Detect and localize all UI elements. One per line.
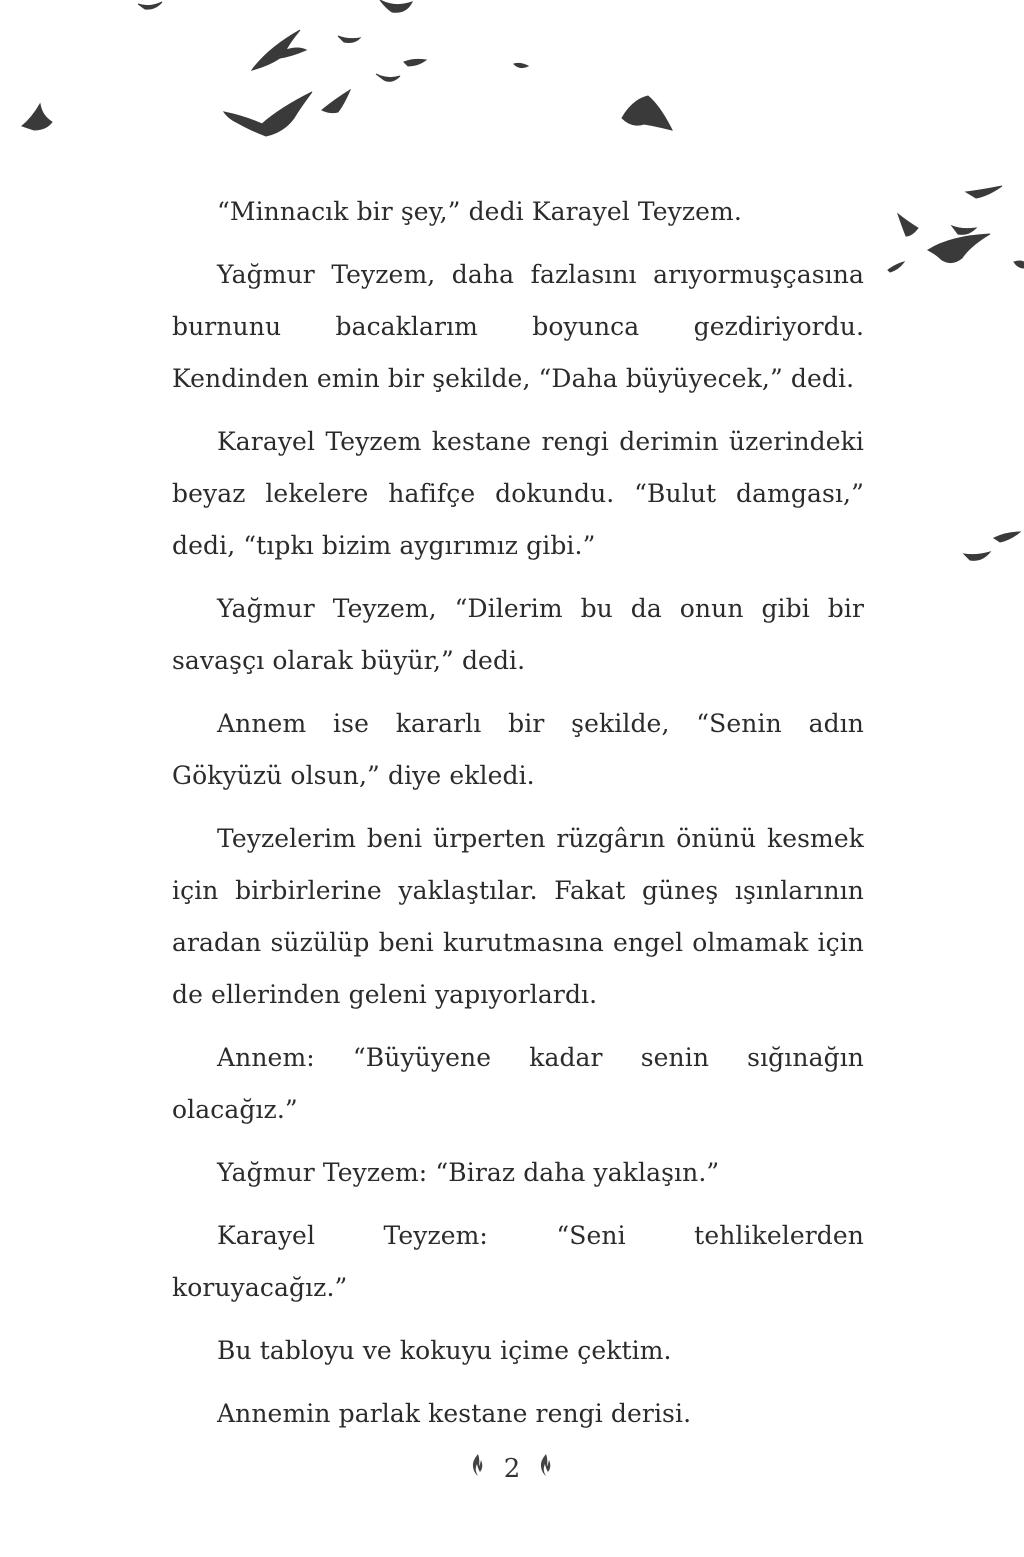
paragraph: Yağmur Teyzem, daha fazlasını arıyormuşçasına burnunu bacaklarım boyunca gezdiriyordu. Kendinden emin bir şekilde, “Daha büyüyecek,” dedi. [172,260,864,393]
flame-ornament-icon [469,1449,487,1489]
paragraph: Annem: “Büyüyene kadar senin sığınağın olacağız.” [172,1043,864,1124]
paragraph: Bu tabloyu ve kokuyu içime çektim. [217,1336,672,1365]
bird-icon [138,2,162,9]
bird-icon [928,234,990,263]
bird-icon [966,186,1002,198]
paragraph: “Minnacık bir şey,” dedi Karayel Teyzem. [217,197,742,226]
bird-icon [322,90,350,113]
paragraph: Yağmur Teyzem: “Biraz daha yaklaşın.” [217,1158,720,1187]
page-footer [0,1448,1024,1489]
bird-icon [898,214,918,236]
bird-icon [252,30,306,70]
paragraph: Karayel Teyzem kestane rengi derimin üzerindeki beyaz lekelere hafifçe dokundu. “Bulut damgası,” dedi, “tıpkı bizim aygırımız gibi.” [172,427,864,560]
bird-icon [964,552,990,560]
flame-ornament-icon [537,1449,555,1489]
bird-icon [376,74,400,81]
paragraph: Annemin parlak kestane rengi derisi. [217,1399,692,1428]
bird-icon [338,36,360,43]
bird-icon [224,92,312,136]
bird-icon [1014,261,1024,268]
bird-icon [22,104,52,130]
bird-icon [994,532,1020,542]
page-number: 2 [503,1454,521,1484]
paragraph: Teyzelerim beni ürperten rüzgârın önünü kesmek için birbirlerine yaklaştılar. Fakat güneş ışınlarının aradan süzülüp beni kurutmasına engel olmamak için de ellerinden geleni yapıyorlardı. [172,824,864,1009]
bird-icon [952,226,976,234]
bird-icon [380,0,412,12]
paragraph: Yağmur Teyzem, “Dilerim bu da onun gibi bir savaşçı olarak büyür,” dedi. [172,594,864,675]
bird-icon [622,96,672,130]
paragraph: Annem ise kararlı bir şekilde, “Senin adın Gökyüzü olsun,” diye ekledi. [172,709,864,790]
paragraph: Karayel Teyzem: “Seni tehlikelerden koruyacağız.” [172,1221,864,1302]
body-text [172,186,864,1451]
bird-icon [404,59,426,66]
bird-icon [514,63,528,67]
bird-icon [888,262,904,272]
